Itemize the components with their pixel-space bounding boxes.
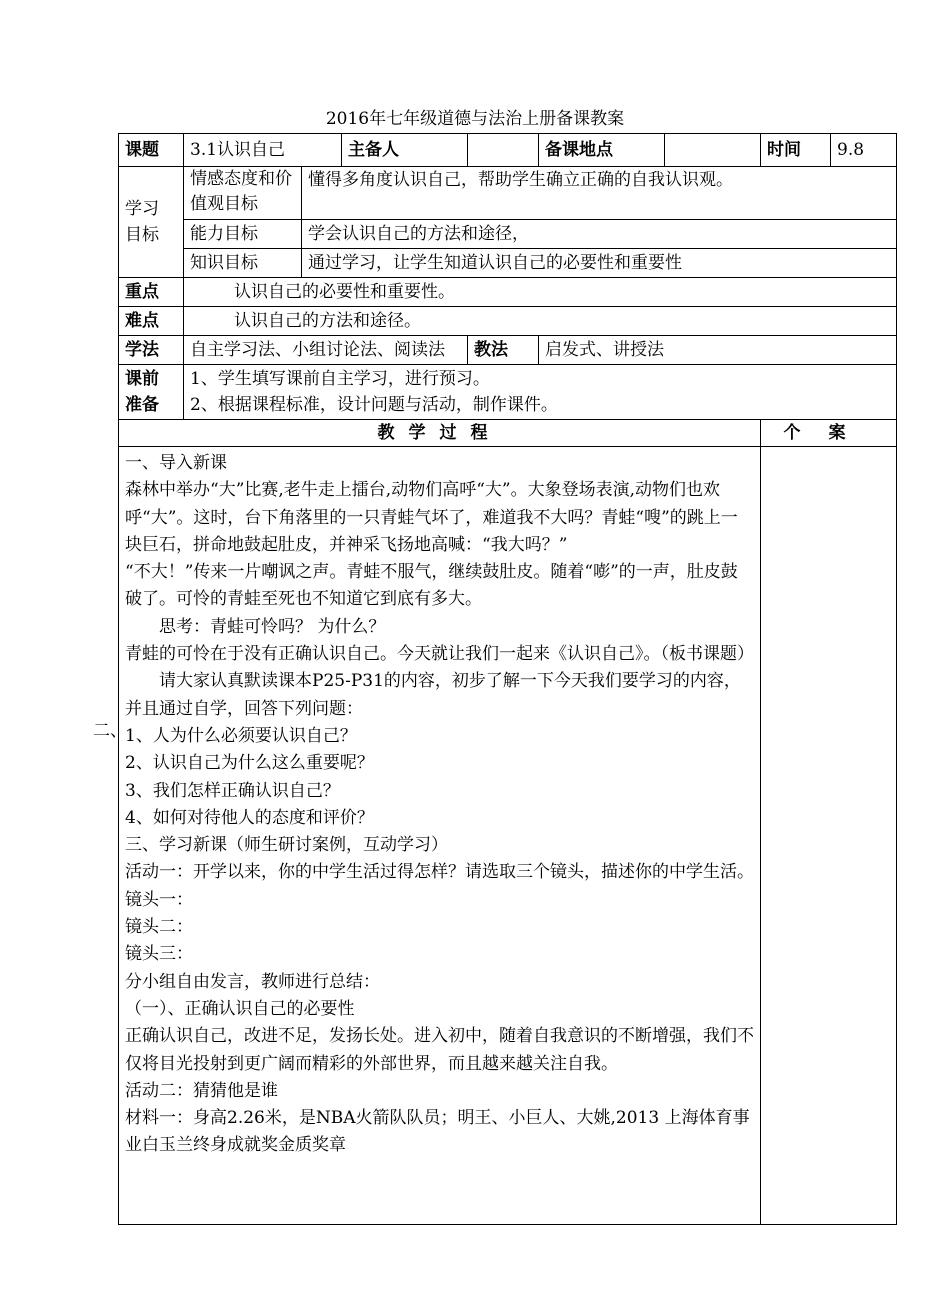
process-question: 2、认识自己为什么这么重要呢？ — [125, 753, 374, 774]
preparation-item: 1、学生填写课前自主学习，进行预习。 — [190, 369, 490, 389]
goal-row-ability — [119, 220, 897, 249]
teach-method-value: 启发式、讲授法 — [539, 336, 897, 365]
goal-text-knowledge: 通过学习，让学生知道认识自己的必要性和重要性 — [302, 249, 897, 278]
process-paragraph: 思考：青蛙可怜吗？ 为什么？ — [159, 616, 386, 637]
preparation-label — [119, 365, 184, 420]
difficulty-row — [119, 307, 897, 336]
process-content — [119, 447, 761, 1225]
goal-name-knowledge: 知识目标 — [184, 249, 302, 278]
document-title: 2016年七年级道德与法治上册备课教案 — [325, 109, 625, 129]
teach-method-label: 教法 — [468, 336, 539, 365]
goal-name-attitude: 情感态度和价值观目标 — [184, 167, 302, 220]
preparer-value — [468, 134, 539, 167]
location-label: 备课地点 — [539, 134, 665, 167]
difficulty-text: 认识自己的方法和途径。 — [184, 307, 897, 336]
process-paragraph: 镜头三： — [125, 944, 193, 965]
process-header-row — [119, 420, 897, 447]
process-paragraph: 镜头二： — [125, 917, 193, 938]
process-paragraph: “不大！”传来一片嘲讽之声。青蛙不服气，继续鼓肚皮。随着“嘭”的一声，肚皮鼓破了。可怜的青蛙至死也不知道它到底有多大。 — [125, 562, 738, 610]
time-value: 9.8 — [831, 134, 897, 167]
case-notes-cell — [761, 447, 897, 1225]
preparation-row — [119, 365, 897, 420]
preparation-item: 2、根据课程标准，设计问题与活动，制作课件。 — [190, 395, 558, 415]
process-paragraph: 镜头一： — [125, 889, 193, 910]
preparation-label-line2: 准备 — [125, 395, 159, 415]
process-paragraph: 森林中举办“大”比赛,老牛走上擂台,动物们高呼“大”。大象登场表演,动物们也欢呼“大”。这时，台下角落里的一只青蛙气坏了，难道我不大吗？青蛙“嗖”的跳上一块巨石，拼命地鼓起肚皮，并神采飞扬地高喊：“我大吗？” — [125, 480, 738, 555]
methods-row — [119, 336, 897, 365]
preparer-label: 主备人 — [342, 134, 468, 167]
header-row — [119, 134, 897, 167]
process-content-row — [119, 447, 897, 1225]
goals-label-line2: 目标 — [125, 225, 159, 245]
process-paragraph: 材料一：身高2.26米，是NBA火箭队队员；明王、小巨人、大姚,2013 上海体育事业白玉兰终身成就奖金质奖章 — [125, 1108, 750, 1156]
goals-label — [119, 167, 184, 278]
process-header-left: 教学过程 — [119, 420, 761, 447]
process-paragraph: 分小组自由发言，教师进行总结： — [125, 971, 380, 992]
time-label: 时间 — [761, 134, 831, 167]
process-paragraph: 请大家认真默读课本P25-P31的内容，初步了解一下今天我们要学习的内容，并且通过自学，回答下列问题： — [125, 671, 741, 719]
preparation-label-line1: 课前 — [125, 369, 159, 389]
process-header-right: 个案 — [761, 420, 897, 447]
goals-label-line1: 学习 — [125, 199, 159, 219]
preparation-items — [184, 365, 897, 420]
process-question: 1、人为什么必须要认识自己？ — [125, 725, 357, 746]
goal-name-ability: 能力目标 — [184, 220, 302, 249]
process-paragraph: 青蛙的可怜在于没有正确认识自己。今天就让我们一起来《认识自己》。（板书课题） — [125, 644, 754, 665]
process-section-heading: 一、导入新课 — [125, 453, 227, 473]
process-paragraph: 活动二：猜猜他是谁 — [125, 1080, 278, 1101]
goal-text-attitude: 懂得多角度认识自己，帮助学生确立正确的自我认识观。 — [302, 167, 897, 220]
goal-text-ability: 学会认识自己的方法和途径， — [302, 220, 897, 249]
goal-row-attitude — [119, 167, 897, 220]
key-point-row — [119, 278, 897, 307]
learn-method-label: 学法 — [119, 336, 184, 365]
location-value — [665, 134, 761, 167]
topic-value: 3.1认识自己 — [184, 134, 342, 167]
key-point-text: 认识自己的必要性和重要性。 — [184, 278, 897, 307]
process-subheading: （一）、正确认识自己的必要性 — [125, 998, 355, 1019]
process-paragraph: 正确认识自己，改进不足，发扬长处。进入初中，随着自我意识的不断增强，我们不仅将目光投射到更广阔而精彩的外部世界，而且越来越关注自我。 — [125, 1026, 754, 1074]
difficulty-label: 难点 — [119, 307, 184, 336]
topic-label: 课题 — [119, 134, 184, 167]
process-paragraph: 活动一：开学以来，你的中学生活过得怎样？请选取三个镜头，描述你的中学生活。 — [125, 862, 754, 883]
learn-method-value: 自主学习法、小组讨论法、阅读法 — [184, 336, 468, 365]
process-section-heading: 三、学习新课（师生研讨案例，互动学习） — [125, 835, 448, 856]
margin-section-label: 二、 — [93, 721, 127, 741]
process-question: 3、我们怎样正确认识自己？ — [125, 780, 340, 801]
goal-row-knowledge — [119, 249, 897, 278]
process-question: 4、如何对待他人的态度和评价？ — [125, 807, 374, 828]
lesson-plan-table — [118, 133, 897, 1225]
key-point-label: 重点 — [119, 278, 184, 307]
